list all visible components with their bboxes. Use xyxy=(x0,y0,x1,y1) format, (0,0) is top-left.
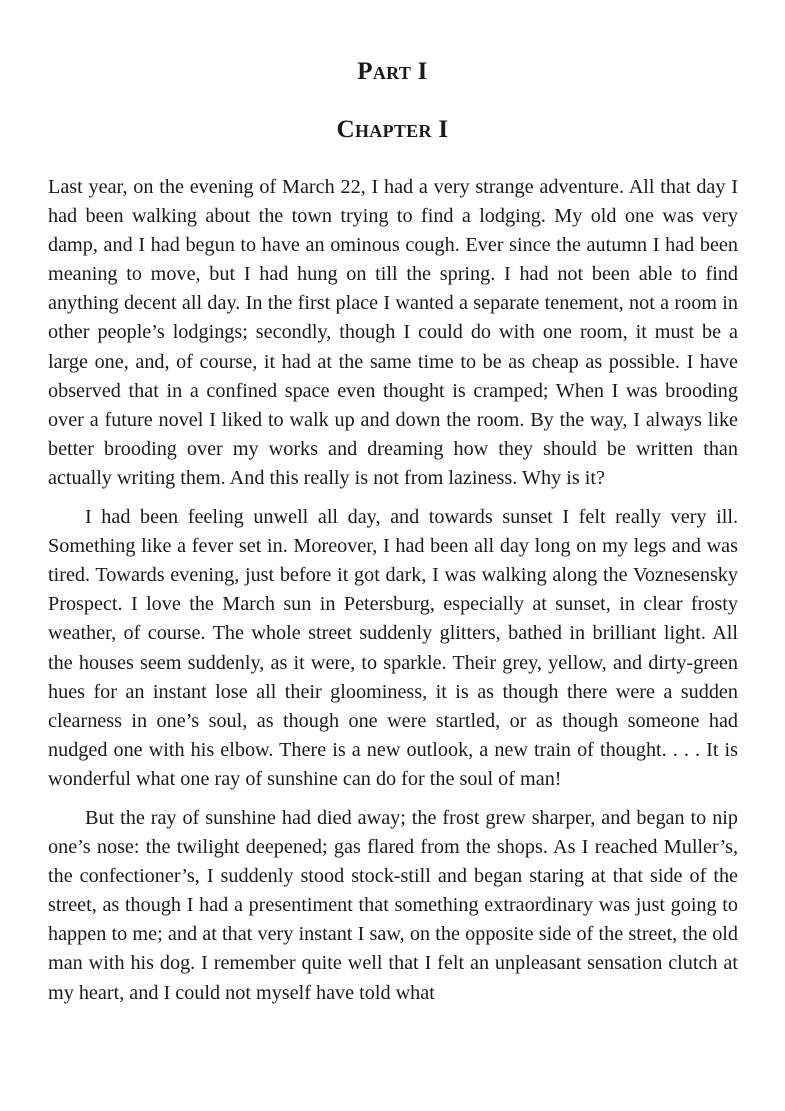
paragraph-3: But the ray of sunshine had died away; the frost grew sharper, and began to nip one’s nose: the twilight deepened; gas flared from the shops. As I reached Muller’s, the confectioner’s, I suddenly stood stock-still and began staring at that side of the street, as though I had a presentiment that something extraordinary was just going to happen to me; and at that very instant I saw, on the opposite side of the street, the old man with his dog. I remember quite well that I felt an unpleasant sensation clutch at my heart, and I could not myself have told what xyxy=(48,806,738,1004)
part-title: Part I xyxy=(357,58,428,85)
chapter-body xyxy=(48,173,738,1018)
paragraph-1: Last year, on the evening of March 22, I had a very strange adventure. All that day I had been walking about the town trying to find a lodging. My old one was very damp, and I had begun to have an ominous cough. Ever since the autumn I had been meaning to move, but I had hung on till the spring. I had not been able to find anything decent all day. In the first place I wanted a separate tenement, not a room in other people’s lodgings; secondly, though I could do with one room, it must be a large one, and, of course, it had at the same time to be as cheap as possible. I have observed that in a confined space even thought is cramped; When I was brooding over a future novel I liked to walk up and down the room. By the way, I always like better brooding over my works and dreaming how they should be written than actually writing them. And this really is not from laziness. Why is it? xyxy=(48,176,738,489)
paragraph-2: I had been feeling unwell all day, and towards sunset I felt really very ill. Something like a fever set in. Moreover, I had been all day long on my legs and was tired. Towards evening, just before it got dark, I was walking along the Voznesensky Prospect. I love the March sun in Petersburg, especially at sunset, in clear frosty weather, of course. The whole street suddenly glitters, bathed in brilliant light. All the houses seem suddenly, as it were, to sparkle. Their grey, yellow, and dirty-green hues for an instant lose all their gloominess, it is as though there were a sudden clearness in one’s soul, as though one were startled, or as though someone had nudged one with his elbow. There is a new outlook, a new train of thought. . . . It is wonderful what one ray of sunshine can do for the soul of man! xyxy=(48,506,738,790)
chapter-title: Chapter I xyxy=(336,116,449,143)
